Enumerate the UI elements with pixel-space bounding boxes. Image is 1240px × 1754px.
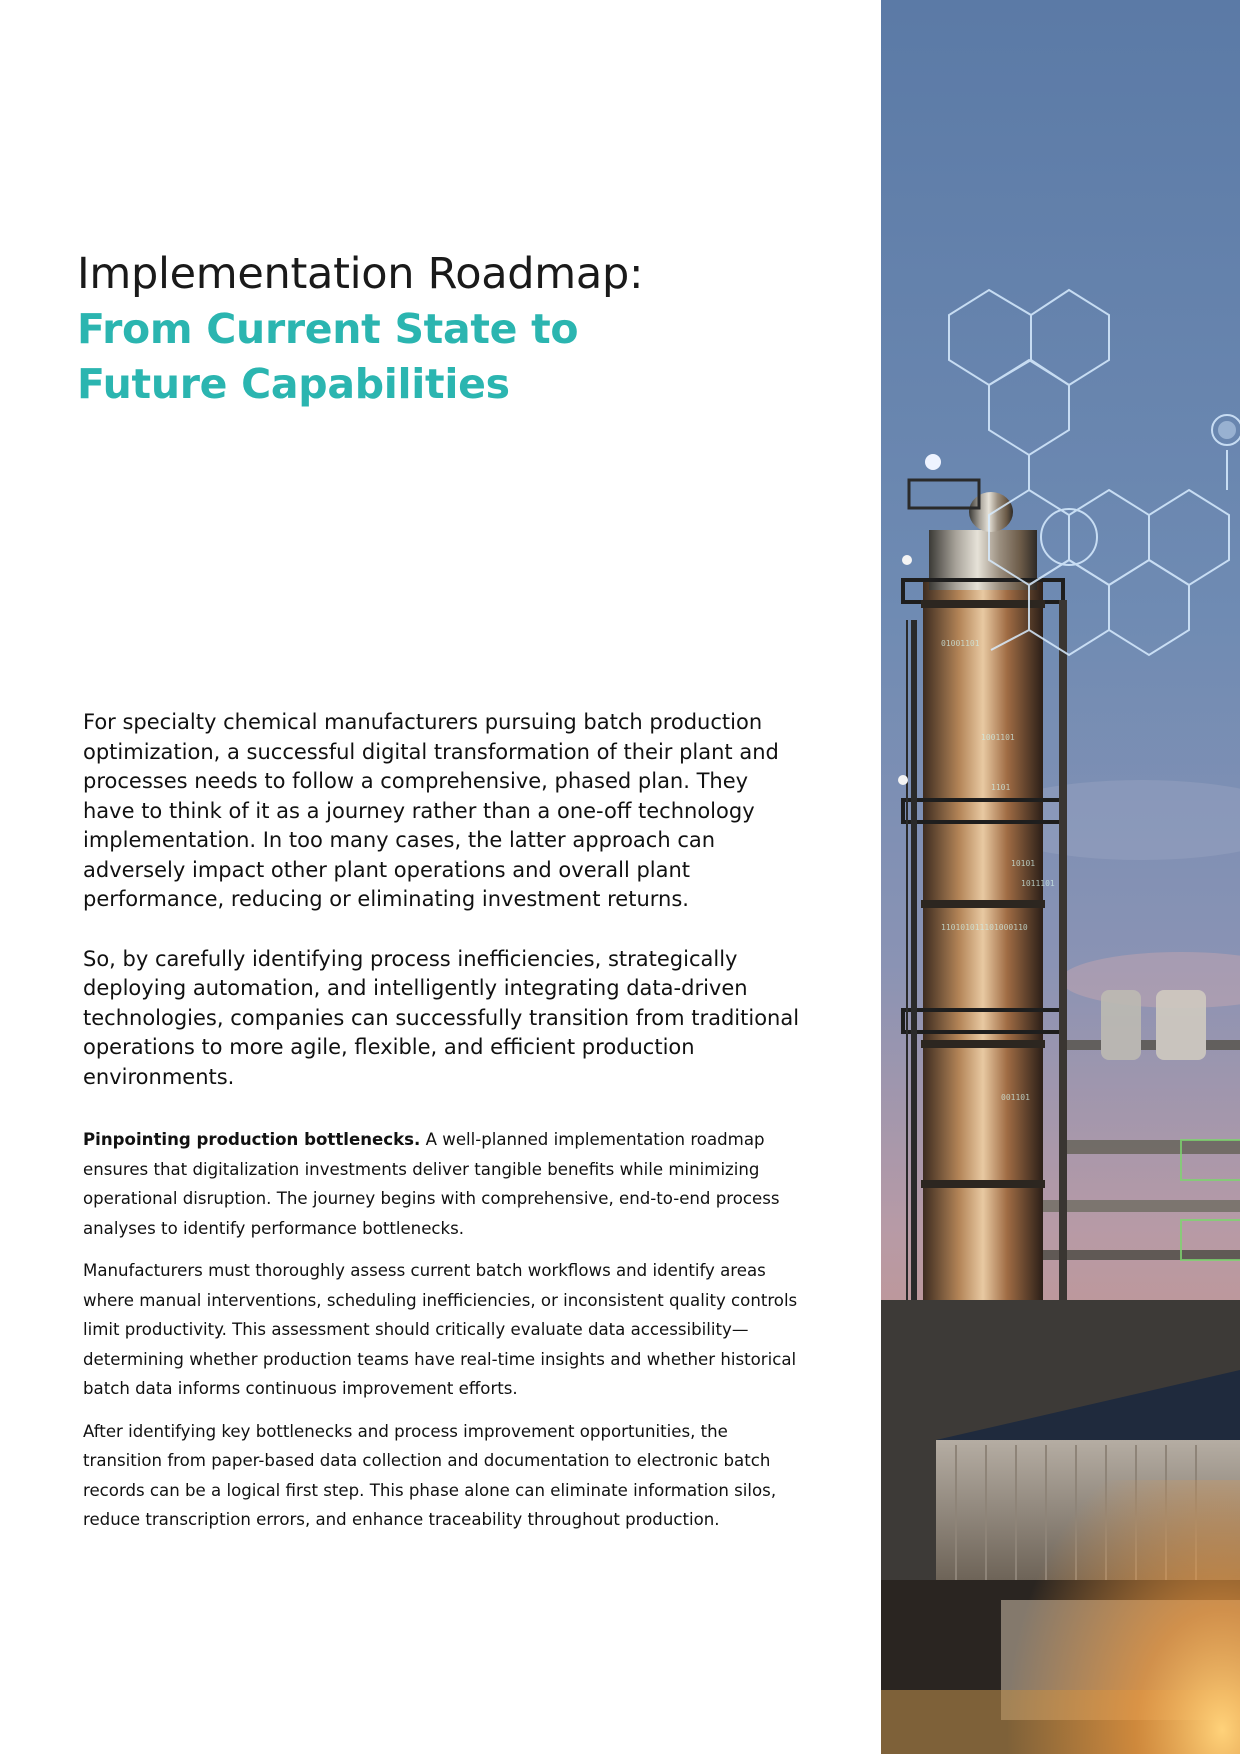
svg-text:1011101: 1011101: [1021, 879, 1055, 888]
svg-text:110101011101000110: 110101011101000110: [941, 923, 1028, 932]
intro-paragraph-2: So, by carefully identifying process inefficiencies, strategically deploying automation, and intelligently integrating data-driven technologies, companies can successfully transition from traditional operations to more agile, flexible, and efficient production environments.: [83, 946, 800, 1089]
svg-text:001101: 001101: [1001, 1093, 1030, 1102]
body-paragraph-3: After identifying key bottlenecks and process improvement opportunities, the transition from paper-based data collection and documentation to electronic batch records can be a logical first step. This phase alone can eliminate information silos, reduce transcription errors, and enhance traceability throughout production.: [83, 1421, 777, 1529]
body-paragraph-2: Manufacturers must thoroughly assess current batch workflows and identify areas where manual interventions, scheduling inefficiencies, or inconsistent quality controls limit productivity. This assessment should critically evaluate data accessibility—determining whether production teams have real-time insights and whether historical batch data informs continuous improvement efforts.: [83, 1261, 798, 1398]
svg-text:01001101: 01001101: [941, 639, 980, 648]
svg-text:1001101: 1001101: [981, 733, 1015, 742]
page-subtitle: From Current State to Future Capabilities: [77, 305, 579, 408]
intro-section: [83, 708, 803, 1122]
intro-paragraph-1: For specialty chemical manufacturers pursuing batch production optimization, a successful digital transformation of their plant and processes needs to follow a comprehensive, phased plan. They have to think of it as a journey rather than a one-off technology implementation. In too many cases, the latter approach can adversely impact other plant operations and overall plant performance, reducing or eliminating investment returns.: [83, 710, 779, 911]
chemical-plant-photo: [881, 0, 1240, 1754]
svg-text:10101: 10101: [1011, 859, 1036, 868]
body-paragraph-1: [83, 1125, 798, 1243]
body-section: [83, 1125, 798, 1548]
page-title: Implementation Roadmap:: [77, 249, 644, 299]
body-paragraph-1-text: A well-planned implementation roadmap ensures that digitalization investments deliver tangible benefits while minimizing operational disruption. The journey begins with comprehensive, end-to-end process analyses to identify performance bottlenecks.: [83, 1130, 780, 1238]
section-lead-heading: Pinpointing production bottlenecks.: [83, 1130, 421, 1149]
page-heading: [77, 246, 777, 412]
svg-text:1101: 1101: [991, 783, 1011, 792]
